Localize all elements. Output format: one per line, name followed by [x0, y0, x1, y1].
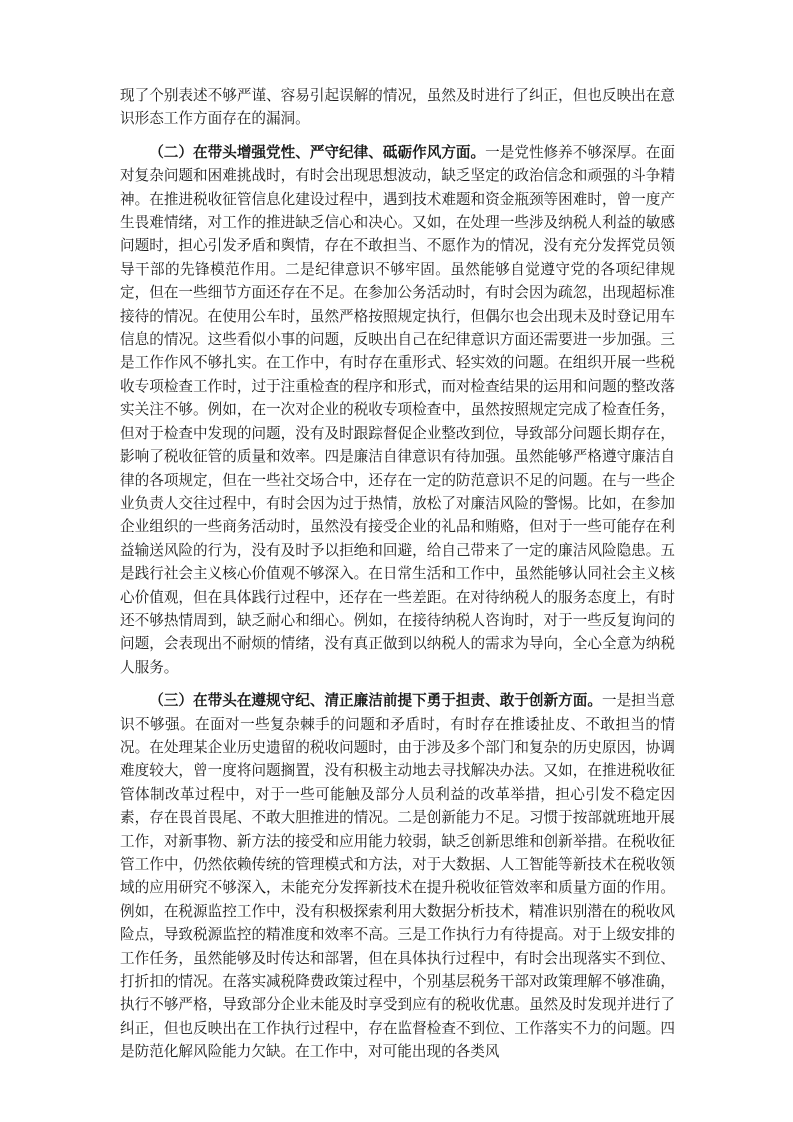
- section-two-body: 一是党性修养不够深厚。在面对复杂问题和困难挑战时，有时会出现思想波动，缺乏坚定的政治信念和顽强的斗争精神。在推进税收征管信息化建设过程中，遇到技术难题和资金瓶颈等困难时，曾一度产生畏难情绪，对工作的推进缺乏信心和决心。又如，在处理一些涉及纳税人利益的敏感问题时，担心引发矛盾和舆情，存在不敢担当、不愿作为的情况，没有充分发挥党员领导干部的先锋模范作用。二是纪律意识不够牢固。虽然能够自觉遵守党的各项纪律规定，但在一些细节方面还存在不足。在参加公务活动时，有时会因为疏忽，出现超标准接待的情况。在使用公车时，虽然严格按照规定执行，但偶尔也会出现未及时登记用车信息的情况。这些看似小事的问题，反映出自己在纪律意识方面还需要进一步加强。三是工作作风不够扎实。在工作中，有时存在重形式、轻实效的问题。在组织开展一些税收专项检查工作时，过于注重检查的程序和形式，而对检查结果的运用和问题的整改落实关注不够。例如，在一次对企业的税收专项检查中，虽然按照规定完成了检查任务，但对于检查中发现的问题，没有及时跟踪督促企业整改到位，导致部分问题长期存在，影响了税收征管的质量和效率。四是廉洁自律意识有待加强。虽然能够严格遵守廉洁自律的各项规定，但在一些社交场合中，还存在一定的防范意识不足的问题。在与一些企业负责人交往过程中，有时会因为过于热情，放松了对廉洁风险的警惕。比如，在参加企业组织的一些商务活动时，虽然没有接受企业的礼品和贿赂，但对于一些可能存在利益输送风险的行为，没有及时予以拒绝和回避，给自己带来了一定的廉洁风险隐患。五是践行社会主义核心价值观不够深入。在日常生活和工作中，虽然能够认同社会主义核心价值观，但在具体践行过程中，还存在一些差距。在对待纳税人的服务态度上，有时还不够热情周到，缺乏耐心和细心。例如，在接待纳税人咨询时，对于一些反复询问的问题，会表现出不耐烦的情绪，没有真正做到以纳税人的需求为导向，全心全意为纳税人服务。: [120, 143, 675, 676]
- document-page: [120, 84, 675, 1064]
- paragraph-text: 现了个别表述不够严谨、容易引起误解的情况，虽然及时进行了纠正，但也反映出在意识形态工作方面存在的漏洞。: [120, 87, 675, 128]
- paragraph-section-two: [120, 141, 675, 679]
- section-three-heading: （三）在带头在遵规守纪、清正廉洁前提下勇于担责、敢于创新方面。: [149, 692, 602, 710]
- paragraph-continuation: [120, 84, 675, 131]
- section-three-body: 一是担当意识不够强。在面对一些复杂棘手的问题和矛盾时，有时存在推诿扯皮、不敢担当的情况。在处理某企业历史遗留的税收问题时，由于涉及多个部门和复杂的历史原因，协调难度较大，曾一度将问题搁置，没有积极主动地去寻找解决办法。又如，在推进税收征管体制改革过程中，对于一些可能触及部分人员利益的改革举措，担心引发不稳定因素，存在畏首畏尾、不敢大胆推进的情况。二是创新能力不足。习惯于按部就班地开展工作，对新事物、新方法的接受和应用能力较弱，缺乏创新思维和创新举措。在税收征管工作中，仍然依赖传统的管理模式和方法，对于大数据、人工智能等新技术在税收领域的应用研究不够深入，未能充分发挥新技术在提升税收征管效率和质量方面的作用。例如，在税源监控工作中，没有积极探索利用大数据分析技术，精准识别潜在的税收风险点，导致税源监控的精准度和效率不高。三是工作执行力有待提高。对于上级安排的工作任务，虽然能够及时传达和部署，但在具体执行过程中，有时会出现落实不到位、打折扣的情况。在落实减税降费政策过程中，个别基层税务干部对政策理解不够准确，执行不够严格，导致部分企业未能及时享受到应有的税收优惠。虽然及时发现并进行了纠正，但也反映出在工作执行过程中，存在监督检查不到位、工作落实不力的问题。四是防范化解风险能力欠缺。在工作中，对可能出现的各类风: [120, 692, 675, 1061]
- section-two-heading: （二）在带头增强党性、严守纪律、砥砺作风方面。: [149, 143, 486, 161]
- paragraph-section-three: [120, 689, 675, 1064]
